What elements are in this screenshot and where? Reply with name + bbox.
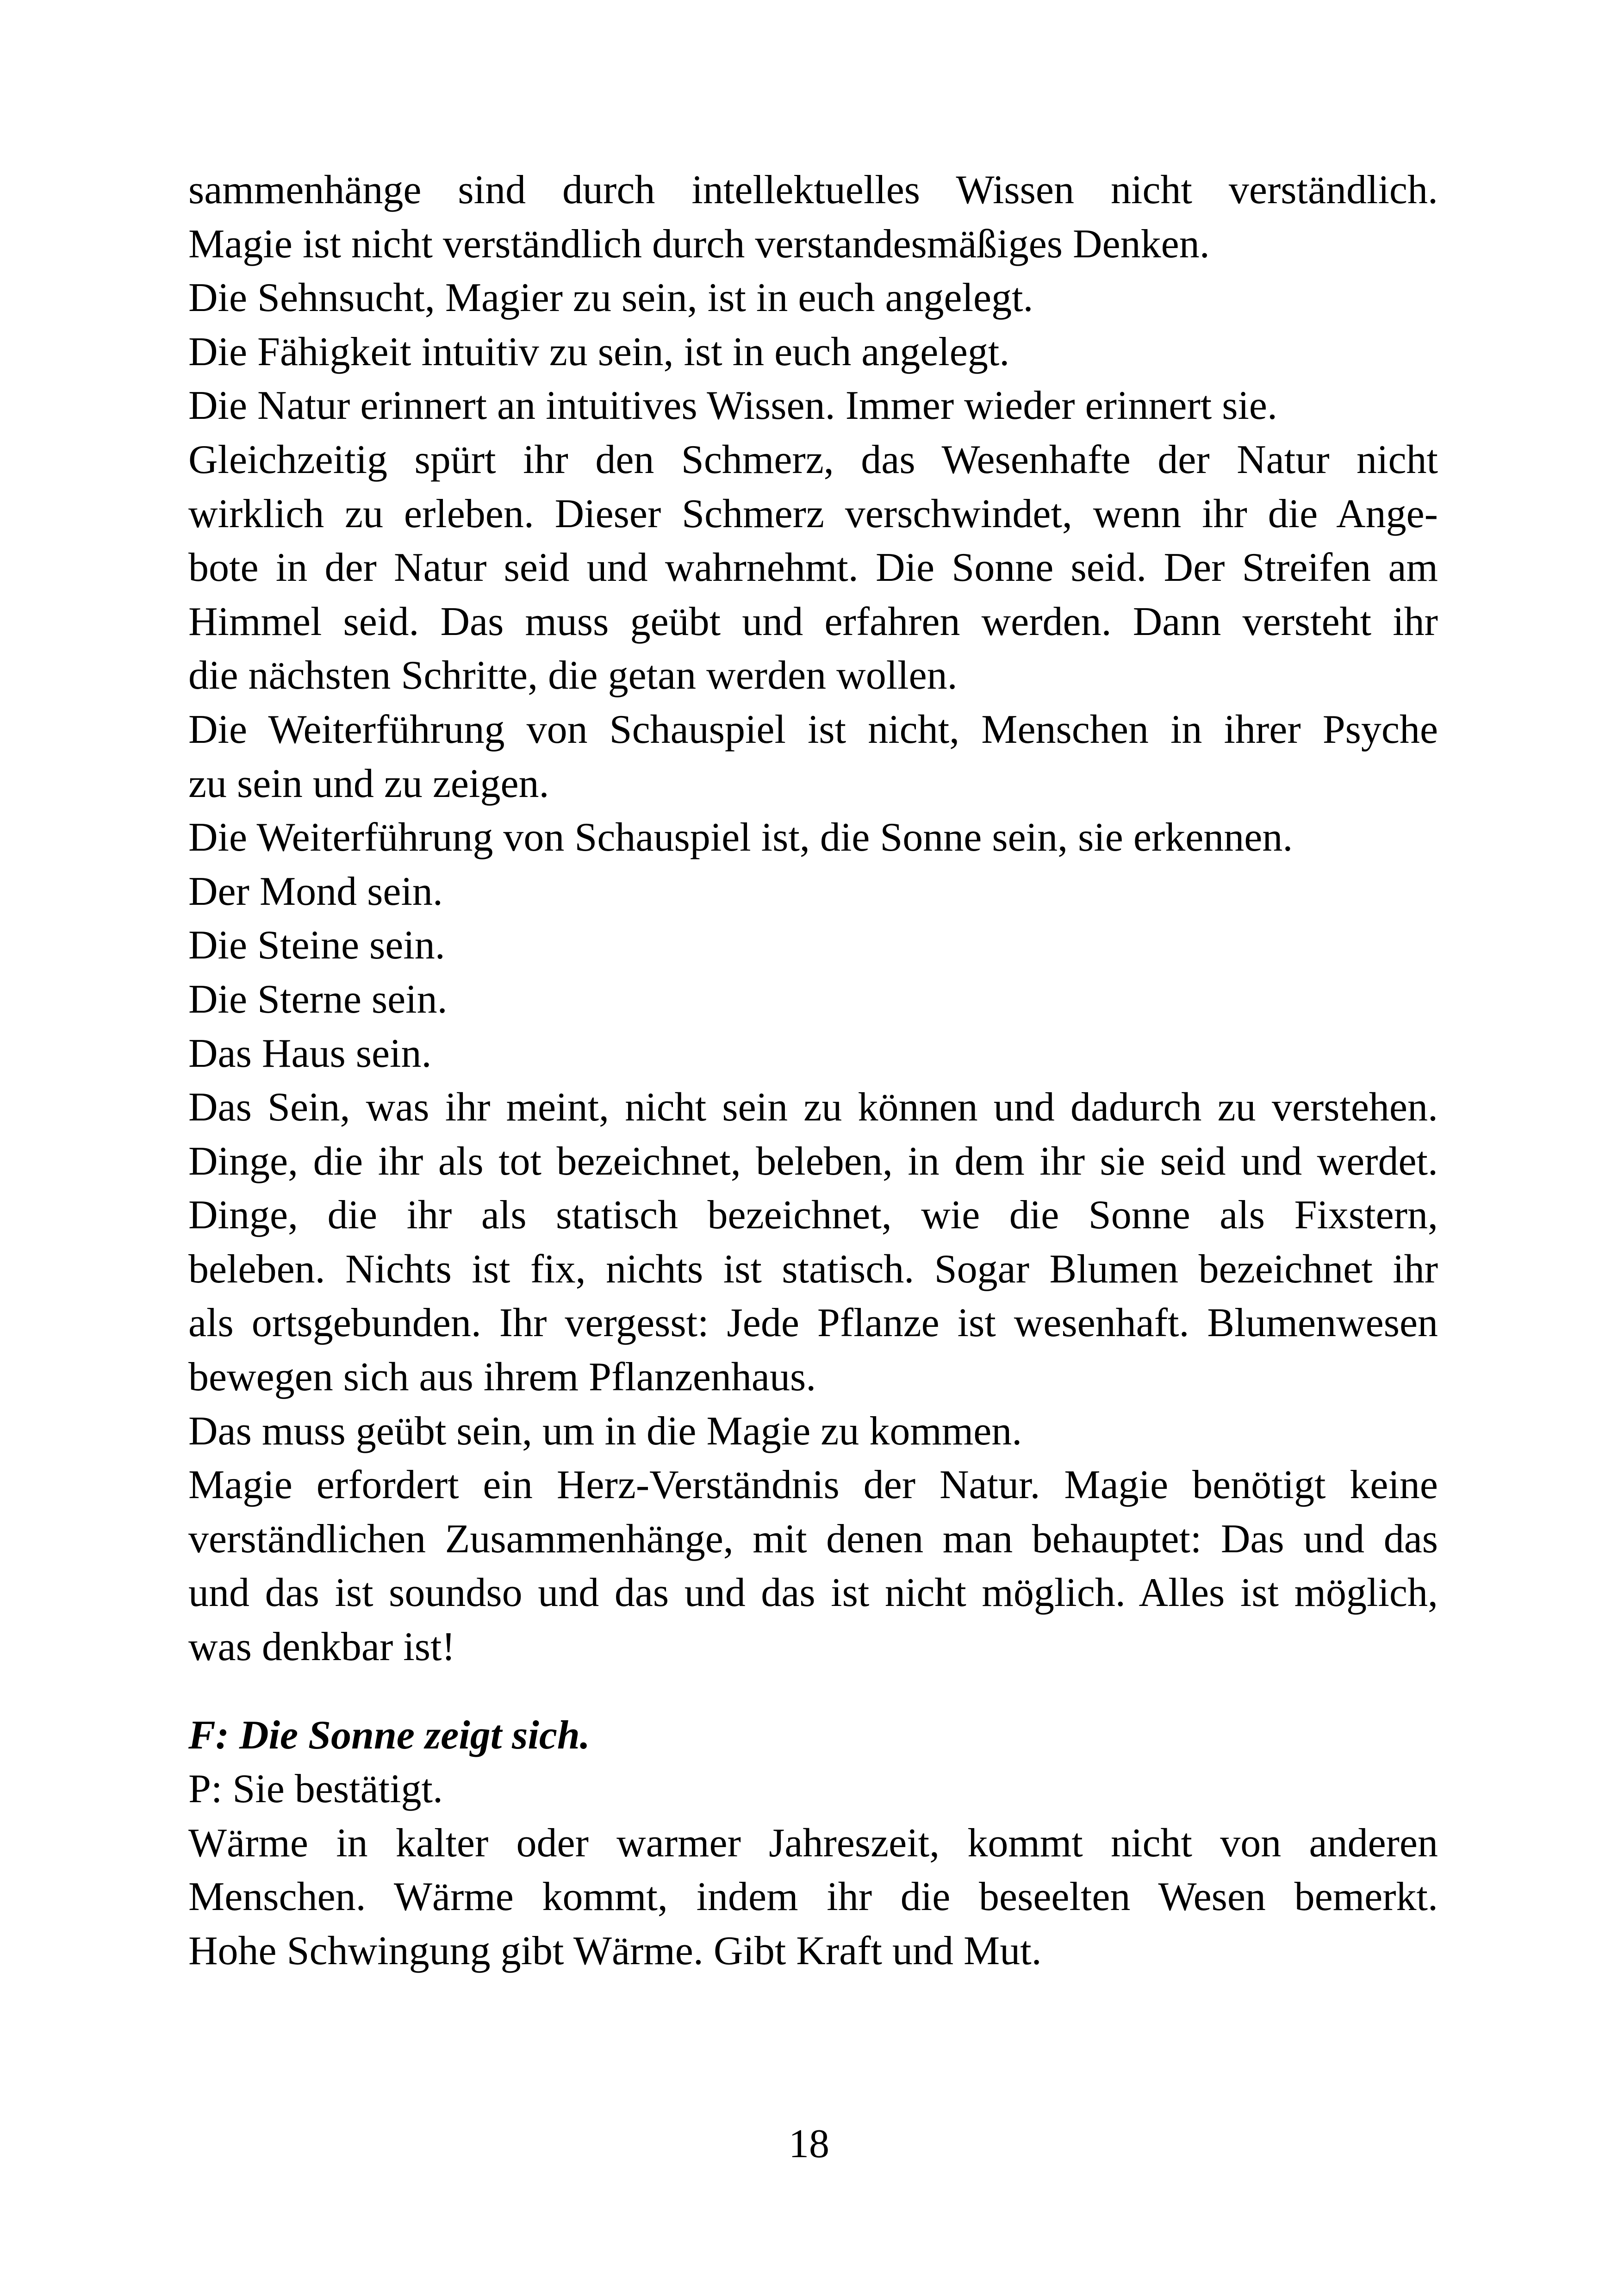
text-line: die nächsten Schritte, die getan werden wollen.	[188, 653, 958, 698]
text-line: Dinge, die ihr als statisch bezeichnet, wie die Sonne als Fixstern,	[188, 1193, 1438, 1238]
text-line: beleben. Nichts ist fix, nichts ist statisch. Sogar Blumen bezeichnet ihr	[188, 1246, 1438, 1292]
text-line: zu sein und zu zeigen.	[188, 761, 549, 806]
text-line: Dinge, die ihr als tot bezeichnet, beleben, in dem ihr sie seid und werdet.	[188, 1139, 1438, 1184]
text-line: bote in der Natur seid und wahrnehmt. Die Sonne seid. Der Streifen am	[188, 545, 1438, 591]
page-body	[188, 163, 1438, 1979]
text-line: Die Weiterführung von Schauspiel ist nicht, Menschen in ihrer Psyche	[188, 707, 1438, 752]
text-line: Die Natur erinnert an intuitives Wissen. Immer wieder erinnert sie.	[188, 383, 1277, 429]
text-line: Das Sein, was ihr meint, nicht sein zu können und dadurch zu verstehen.	[188, 1085, 1438, 1130]
text-line: Das Haus sein.	[188, 1031, 432, 1076]
text-line: Das muss geübt sein, um in die Magie zu kommen.	[188, 1408, 1022, 1454]
text-line: Der Mond sein.	[188, 869, 443, 914]
text-line: sammenhänge sind durch intellektuelles Wissen nicht verständlich.	[188, 168, 1438, 212]
text-line: Wärme in kalter oder warmer Jahreszeit, kommt nicht von anderen	[188, 1820, 1438, 1866]
text-line: Die Steine sein.	[188, 923, 445, 968]
text-line: Die Fähigkeit intuitiv zu sein, ist in euch angelegt.	[188, 329, 1010, 374]
answer-block	[188, 1762, 1438, 1978]
text-line: und das ist soundso und das und das ist nicht möglich. Alles ist möglich,	[188, 1570, 1438, 1616]
text-line: Die Sterne sein.	[188, 977, 448, 1022]
text-line: als ortsgebunden. Ihr vergesst: Jede Pflanze ist wesenhaft. Blumenwesen	[188, 1300, 1438, 1346]
text-line: Magie erfordert ein Herz-Verständnis der Natur. Magie benötigt keine	[188, 1462, 1438, 1508]
text-line: verständlichen Zusammenhänge, mit denen man behauptet: Das und das	[188, 1516, 1438, 1562]
text-line: Menschen. Wärme kommt, indem ihr die beseelten Wesen bemerkt.	[188, 1874, 1438, 1920]
text-line: bewegen sich aus ihrem Pflanzenhaus.	[188, 1355, 816, 1400]
paragraph-block	[188, 163, 1438, 1674]
page-number: 18	[789, 2122, 829, 2166]
text-line: Gleichzeitig spürt ihr den Schmerz, das Wesenhafte der Natur nicht	[188, 437, 1438, 482]
text-line: Die Sehnsucht, Magier zu sein, ist in euch angelegt.	[188, 275, 1033, 321]
question-heading: F: Die Sonne zeigt sich.	[188, 1712, 590, 1758]
text-line: P: Sie bestätigt.	[188, 1767, 443, 1812]
text-line: Magie ist nicht verständlich durch verstandesmäßiges Denken.	[188, 221, 1210, 267]
text-line: was denkbar ist!	[188, 1624, 455, 1670]
text-line: Hohe Schwingung gibt Wärme. Gibt Kraft und Mut.	[188, 1929, 1042, 1973]
text-line: Die Weiterführung von Schauspiel ist, die Sonne sein, sie erkennen.	[188, 815, 1293, 860]
text-line: wirklich zu erleben. Dieser Schmerz verschwindet, wenn ihr die Ange-	[188, 491, 1438, 536]
text-line: Himmel seid. Das muss geübt und erfahren werden. Dann versteht ihr	[188, 599, 1438, 644]
